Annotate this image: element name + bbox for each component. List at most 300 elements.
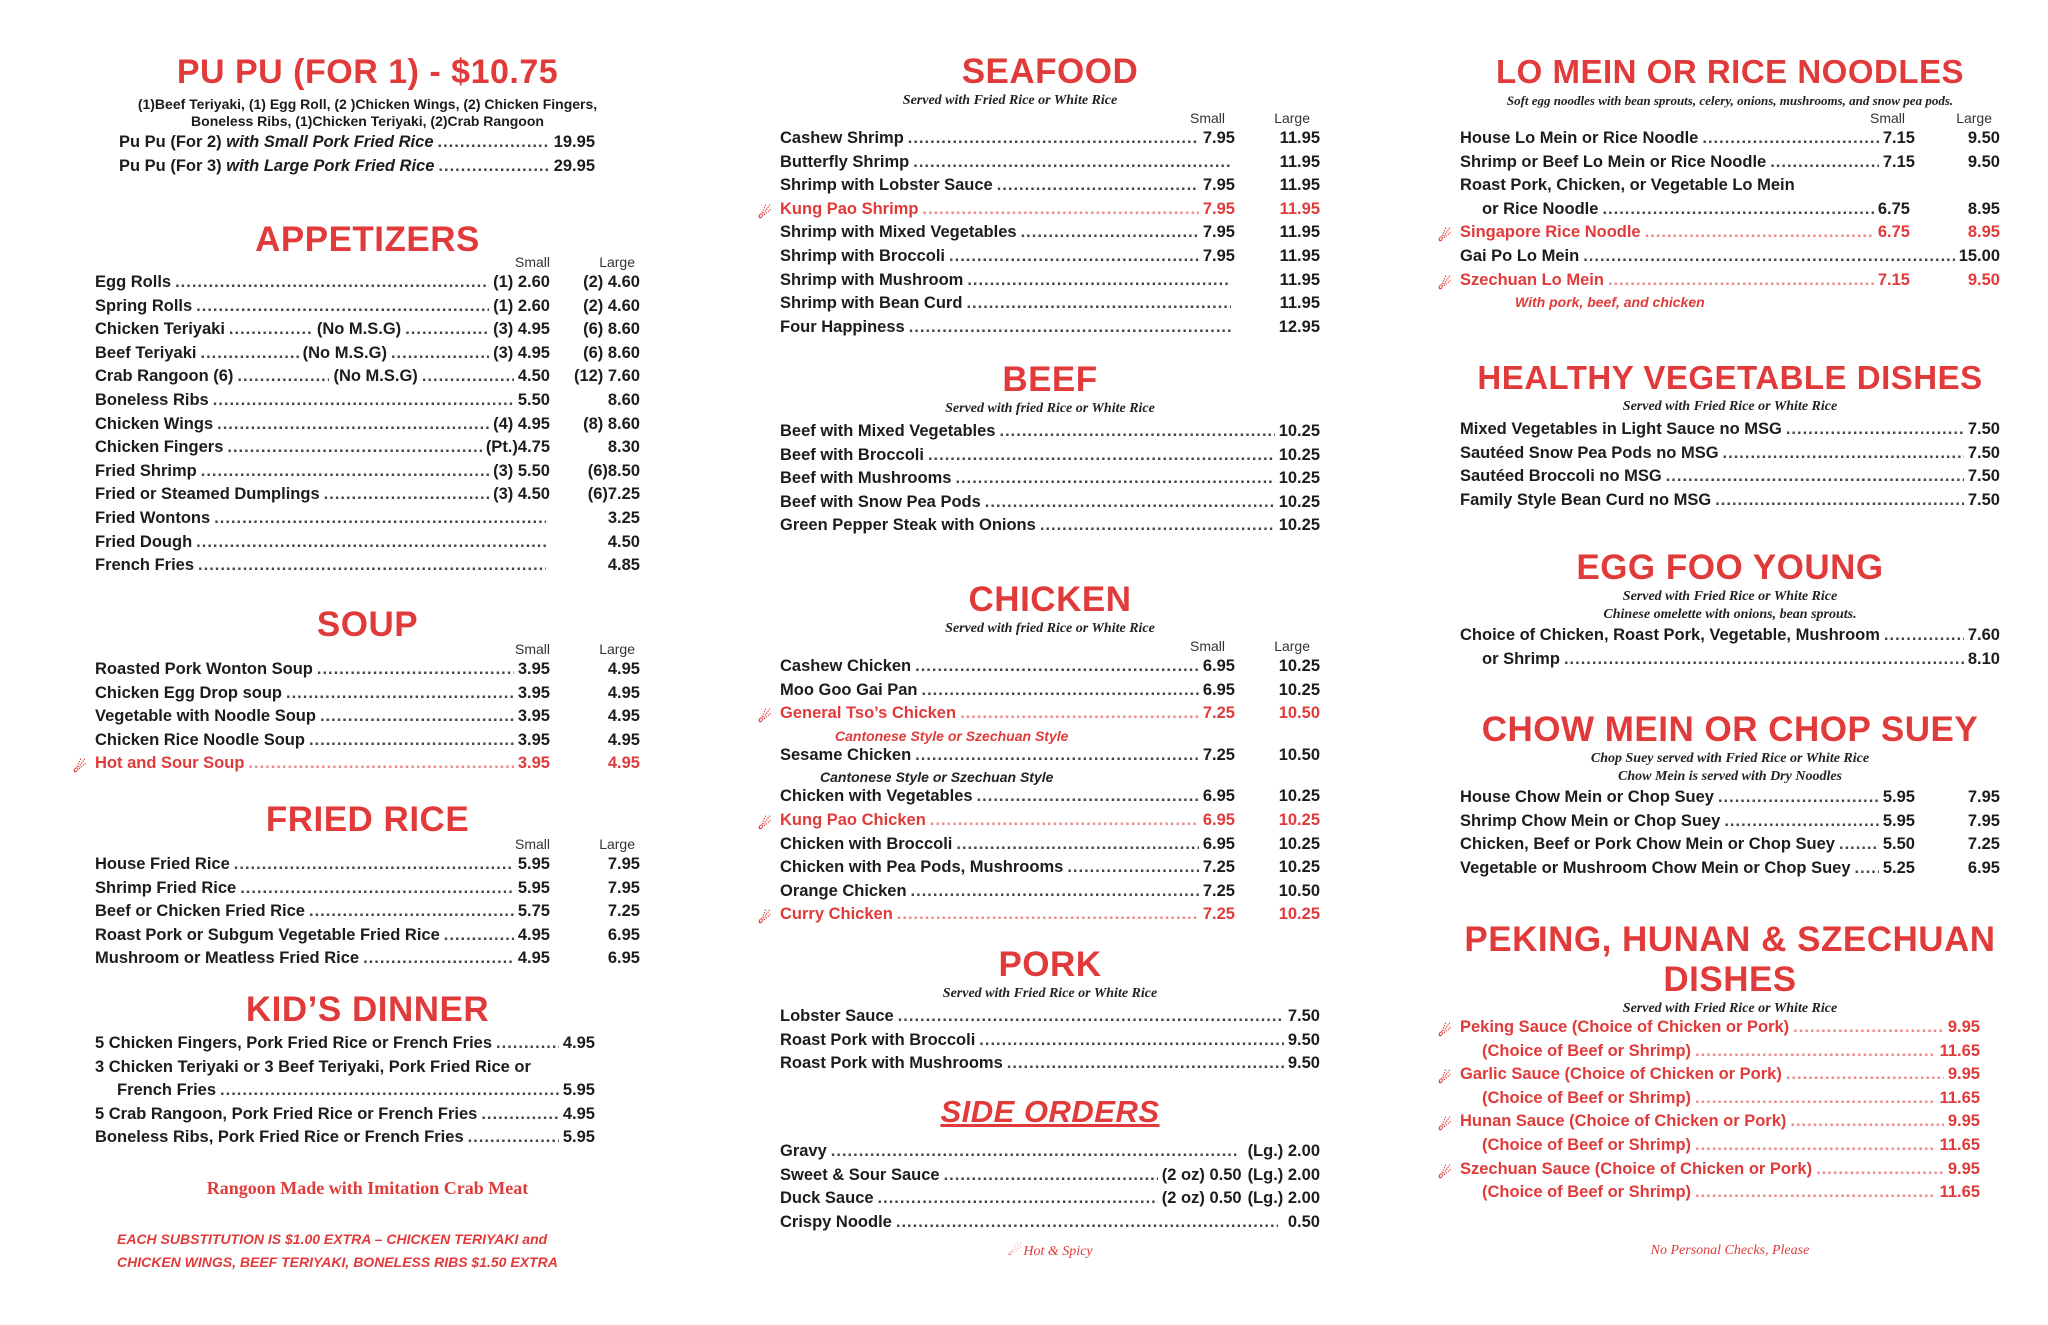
item-price: 10.25 [1278,445,1320,464]
section-subtitle-2: Chinese omelette with onions, bean sprouts. [1603,607,1857,622]
item-price-large: 11.95 [1279,246,1320,265]
item-price-large: (6) 8.60 [583,343,640,362]
kids-section [95,990,640,1152]
size-header: Small Large [514,254,635,270]
item-price-large: 7.95 [1967,811,2000,830]
fried-rice-section [95,800,640,973]
peking-section [1438,920,2000,1207]
menu-item [1460,420,2000,444]
item-price-large: (2) 4.60 [583,296,640,315]
item-name: Hot and Sour Soup [95,754,245,773]
item-price-small: (1) 2.60 [493,273,550,291]
menu-item [95,462,640,486]
menu-item [780,129,1320,153]
item-price: 11.65 [1939,1183,1980,1202]
pepper-icon: ☄ [1438,228,1452,246]
menu-item [1460,859,2000,883]
item-price-large: 11.95 [1279,152,1320,171]
lo-mein-section [1438,52,2000,312]
item-price: 7.50 [1967,443,2000,462]
fried-rice-list [95,855,640,973]
menu-item-hot [758,704,1320,728]
item-price-large: 11.95 [1279,223,1320,242]
menu-item [780,1007,1320,1031]
item-name: Shrimp Fried Rice [95,878,237,897]
menu-item [780,422,1320,446]
menu-item [780,294,1320,318]
item-name: General Tso’s Chicken [780,704,957,723]
section-subtitle: Served with Fried Rice or White Rice [942,986,1158,1001]
item-note: With pork, beef, and chicken [1515,294,1705,311]
menu-item [95,660,640,684]
size-header: Small Large [1189,638,1310,654]
item-price: 7.50 [1967,490,2000,509]
section-title: CHOW MEIN OR CHOP SUEY [1481,710,1979,749]
item-name: Peking Sauce (Choice of Chicken or Pork) [1460,1018,1790,1036]
item-name: Mixed Vegetables in Light Sauce no MSG [1460,420,1782,438]
item-name: Sweet & Sour Sauce [780,1165,940,1184]
section-title: APPETIZERS [255,220,480,259]
section-subtitle: Served with Fried Rice or White Rice [902,93,1118,108]
menu-item [95,344,640,368]
item-name: (Choice of Beef or Shrimp) [1482,1135,1692,1154]
item-name: Duck Sauce [780,1189,874,1208]
menu-item [95,485,640,509]
menu-item-hot [758,810,1320,835]
item-name: Butterfly Shrimp [780,152,910,171]
rangoon-note: Rangoon Made with Imitation Crab Meat [206,1178,529,1198]
menu-item [780,516,1320,540]
pepper-icon: ☄ [758,204,772,222]
item-price-large: 4.50 [607,532,640,551]
menu-item [95,297,640,321]
pepper-icon: ☄ [758,709,772,727]
item-name: Chicken with Broccoli [780,834,953,853]
item-price-small: 5.95 [517,855,550,873]
item-name: Vegetable with Noodle Soup [95,707,316,726]
menu-item [95,949,640,973]
menu-item [95,391,640,415]
soup-section [73,605,640,778]
menu-item [95,509,640,533]
item-price: 10.25 [1278,469,1320,488]
item-price-small: 7.15 [1882,152,1915,171]
item-price-large: 11.95 [1279,176,1320,195]
menu-item [780,446,1320,470]
item-price-small: 7.95 [1202,199,1235,218]
item-price-large: (8) 8.60 [583,414,640,433]
item-price-large: 6.95 [607,949,640,968]
item-price-small: (2 oz) 0.50 [1161,1165,1242,1184]
item-price: 9.50 [1287,1054,1320,1073]
item-name: Cashew Shrimp [780,129,904,147]
item-price-large: (12) 7.60 [573,367,640,386]
item-name: Spring Rolls [95,296,193,315]
item-name: Shrimp with Broccoli [780,246,946,265]
menu-item [1460,444,2000,468]
item-price-small: 7.95 [1202,129,1235,147]
item-price-small: (3) 4.95 [493,343,550,362]
item-name: Curry Chicken [780,905,893,924]
menu-item [95,879,640,903]
item-price: 11.65 [1939,1088,1980,1107]
item-price-small: 6.95 [1202,787,1235,806]
item-price-large: (6)8.50 [587,461,640,480]
menu-item-hot [1438,1112,1980,1136]
item-name: Lobster Sauce [780,1007,894,1025]
item-name: Beef with Mixed Vegetables [780,422,996,440]
item-price-small: 7.95 [1202,176,1235,195]
item-price-large: 12.95 [1278,317,1320,336]
menu-item-hot [758,199,1320,224]
item-name: Kung Pao Chicken [780,810,926,829]
item-name: Shrimp with Mixed Vegetables [780,223,1017,242]
menu-item [95,273,640,297]
item-name: Beef with Snow Pea Pods [780,492,981,511]
item-price-large: 10.50 [1278,704,1320,723]
item-name: Fried Wontons [95,508,211,527]
item-price-large: 10.25 [1278,657,1320,675]
menu-item: Boneless Ribs, Pork Fried Rice or French Fries ..... 5.95 [95,1128,595,1152]
item-price: 7.50 [1967,467,2000,486]
item-price-large: 6.95 [1967,858,2000,877]
item-price: 7.50 [1967,420,2000,438]
menu-item [1460,153,2000,177]
item-price-large: 4.95 [607,730,640,749]
menu-item [95,855,640,879]
item-name: Shrimp with Bean Curd [780,294,963,313]
section-title: LO MEIN OR RICE NOODLES [1495,53,1965,90]
item-price-small: (1) 2.60 [493,296,550,315]
menu-item-hot [1438,1018,1980,1042]
section-subtitle: Served with Fried Rice or White Rice [1622,589,1838,604]
item-name: Roasted Pork Wonton Soup [95,660,313,678]
item-price-large: 4.95 [607,707,640,726]
section-subtitle: Served with Fried Rice or White Rice [1622,399,1838,414]
item-name: Fried Dough [95,532,193,551]
item-price-small: (3) 4.50 [493,485,550,504]
seafood-list [758,129,1320,341]
item-price-large: 7.95 [1967,788,2000,806]
item-price-small: (2 oz) 0.50 [1161,1189,1242,1208]
pepper-icon: ☄ [1438,275,1452,293]
item-name: Green Pepper Steak with Onions [780,516,1036,535]
pepper-icon: ☄ [1438,1164,1452,1182]
menu-item: Pu Pu (For 3) with Large Pork Fried Rice ..... 29.95 [119,157,595,181]
item-name: (Choice of Beef or Shrimp) [1482,1088,1692,1107]
size-header: Small Large [514,641,635,657]
menu-item [95,367,640,391]
item-price-small: 3.95 [517,683,550,702]
item-name: Sesame Chicken [780,745,912,764]
menu-item [780,176,1320,200]
menu-item [1460,835,2000,859]
item-name: Sautéed Snow Pea Pods no MSG [1460,443,1719,462]
item-price-small: (Pt.)4.75 [485,438,550,457]
item-price-large: 8.30 [607,438,640,457]
item-name: Roast Pork or Subgum Vegetable Fried Rice [95,925,440,944]
pork-section [780,945,1320,1078]
item-name: House Chow Mein or Chop Suey [1460,788,1714,806]
item-price-large: (6) 8.60 [583,320,640,339]
item-price-large: 10.50 [1278,745,1320,764]
item-name: Garlic Sauce (Choice of Chicken or Pork) [1460,1065,1782,1084]
item-price-small: 3.95 [517,730,550,749]
item-price-small: 5.95 [1882,811,1915,830]
item-name: House Lo Mein or Rice Noodle [1460,129,1699,147]
item-price-small: (3) 5.50 [493,461,550,480]
menu-item [95,684,640,708]
item-name: French Fries [95,556,195,575]
pupu-items [95,130,640,180]
healthy-list [1460,420,2000,514]
menu-item [780,787,1320,811]
menu-item: 5 Crab Rangoon, Pork Fried Rice or French Fries ..... 4.95 [95,1105,595,1129]
item-price-large: (6)7.25 [587,485,640,504]
section-title: SIDE ORDERS [940,1094,1160,1129]
item-name: Roast Pork with Mushrooms [780,1054,1003,1073]
section-title: KID’S DINNER [245,990,490,1029]
item-price-small: 3.95 [517,660,550,678]
item-name: Beef Teriyaki [95,343,197,362]
menu-item-hot: ☄ Singapore Rice Noodle ..... 6.75 8.95 [1460,223,2000,247]
item-price: 9.95 [1947,1159,1980,1178]
menu-item: Pu Pu (For 2) with Small Pork Fried Rice ..... 19.95 [119,133,595,157]
item-price-small: 7.25 [1202,704,1235,723]
item-name: Vegetable or Mushroom Chow Mein or Chop Suey [1460,858,1851,877]
menu-item [780,1189,1320,1213]
item-name: Cashew Chicken [780,657,912,675]
item-price-large: 10.25 [1278,834,1320,853]
item-price-small: (4) 4.95 [493,414,550,433]
item-name: Chicken Fingers [95,438,224,457]
item-name: (Choice of Beef or Shrimp) [1482,1041,1692,1060]
item-name: Four Happiness [780,317,905,336]
item-price-small: 7.25 [1202,745,1235,764]
menu-item-line: 3 Chicken Teriyaki or 3 Beef Teriyaki, Pork Fried Rice or [95,1057,531,1076]
menu-item [95,438,640,462]
menu-item [1460,812,2000,836]
beef-section [780,360,1320,540]
item-name: Chicken Egg Drop soup [95,683,283,702]
menu-item: Choice of Chicken, Roast Pork, Vegetable, Mushroom ..... 7.60 [1460,626,2000,650]
substitution-note: EACH SUBSTITUTION IS $1.00 EXTRA – CHICKEN TERIYAKI and CHICKEN WINGS, BEEF TERIYAKI, BONELESS RIBS $1.50 EXTRA [117,1231,558,1270]
chow-mein-section [1460,710,2000,882]
item-price-large: 7.25 [1967,835,2000,854]
item-price-large: (2) 4.60 [583,273,640,291]
menu-item [780,247,1320,271]
size-header: Small Large [1189,110,1310,126]
menu-item [1460,491,2000,515]
section-title: FRIED RICE [265,800,470,839]
healthy-section [1460,358,2000,514]
item-name: Boneless Ribs [95,390,209,409]
item-price-small: 5.50 [517,390,550,409]
item-name: Hunan Sauce (Choice of Chicken or Pork) [1460,1112,1787,1131]
appetizer-list [95,273,640,580]
menu-item-hot [73,754,640,778]
menu-item [780,746,1320,770]
item-price-large: (Lg.) 2.00 [1247,1142,1320,1160]
item-name: Chicken Teriyaki [95,320,225,339]
item-price-small: 6.95 [1202,680,1235,699]
beef-list [780,422,1320,540]
item-price-small: 4.50 [517,367,550,386]
section-subtitle: Served with Fried Rice or White Rice [1622,1001,1838,1016]
item-price-small: 7.15 [1882,129,1915,147]
item-price-large: 11.95 [1279,294,1320,313]
item-price: 10.25 [1278,516,1320,535]
menu-item-hot [1438,1159,1980,1184]
item-name: Shrimp with Mushroom [780,270,964,289]
menu-item [95,415,640,439]
item-note: Cantonese Style or Szechuan Style [835,727,1069,744]
menu-item [780,1054,1320,1078]
item-name: Fried Shrimp [95,461,197,480]
menu-item [95,707,640,731]
item-price-large: 10.25 [1278,787,1320,806]
item-price-large: 10.25 [1278,858,1320,877]
menu-item: 5 Chicken Fingers, Pork Fried Rice or French Fries ..... 4.95 [95,1034,595,1058]
section-title: PEKING, HUNAN & SZECHUAN DISHES [1464,920,1996,999]
item-price: 9.95 [1947,1112,1980,1131]
no-checks-note: No Personal Checks, Please [1650,1243,1810,1258]
menu-item [780,493,1320,517]
item-price-small: 6.95 [1202,657,1235,675]
pupu-description: (1)Beef Teriyaki, (1) Egg Roll, (2 )Chicken Wings, (2) Chicken Fingers, Boneless Ribs, (1)Chicken Teriyaki, (2)Crab Rangoon [137,96,598,129]
item-price-large: 6.95 [607,925,640,944]
item-price-large: 11.95 [1279,199,1320,218]
menu-item [780,1166,1320,1190]
item-name: Egg Rolls [95,273,172,291]
item-price-large: 4.95 [607,660,640,678]
menu-item [1460,1136,1980,1160]
soup-list [73,660,640,778]
item-price-large: 9.50 [1967,129,2000,147]
section-title: BEEF [1002,360,1098,399]
item-price-large: 4.85 [607,556,640,575]
item-name: Chicken Rice Noodle Soup [95,730,305,749]
item-price-large: 3.25 [607,508,640,527]
item-name: Chicken with Vegetables [780,787,973,806]
menu-item [780,153,1320,177]
item-name: (Choice of Beef or Shrimp) [1482,1183,1692,1202]
menu-item [95,320,640,344]
item-price-small: 6.95 [1202,810,1235,829]
side-orders-list [780,1142,1320,1236]
menu-item [780,1031,1320,1055]
size-header: Small Large [514,836,635,852]
menu-item [780,882,1320,906]
menu-item [780,657,1320,681]
egg-foo-young-section [1460,548,2000,673]
item-price-large: 4.95 [607,754,640,773]
menu-item [780,318,1320,342]
menu-item [780,271,1320,295]
side-orders-section [780,1092,1320,1236]
item-name: Fried or Steamed Dumplings [95,485,320,504]
pepper-icon: ☄ [73,759,87,777]
section-subtitle: Soft egg noodles with bean sprouts, celery, onions, mushrooms, and snow pea pods. [1506,93,1954,108]
menu-item [95,731,640,755]
item-price-large: 9.50 [1967,152,2000,171]
seafood-section [758,52,1320,341]
menu-item [1460,1042,1980,1066]
menu-item [1460,788,2000,812]
item-name: Shrimp Chow Mein or Chop Suey [1460,811,1721,830]
item-price-small: 6.95 [1202,834,1235,853]
section-title: PU PU (FOR 1) - $10.75 [176,53,559,91]
menu-item-line: Roast Pork, Chicken, or Vegetable Lo Mein [1460,176,1795,195]
menu-item [780,223,1320,247]
item-note: (No M.S.G) [333,367,418,386]
section-title: PORK [998,945,1102,984]
item-price-small: 3.95 [517,707,550,726]
menu-item [1460,467,2000,491]
menu-item [95,533,640,557]
item-price-small: 3.95 [517,754,550,773]
appetizers-section [95,220,640,580]
menu-item [780,681,1320,705]
menu-item-hot: ☄ Szechuan Lo Mein ..... 7.15 9.50 [1460,271,2000,295]
pepper-icon: ☄ [1438,1117,1452,1135]
menu-item [95,556,640,580]
pepper-icon: ☄ [758,910,772,928]
item-note: Cantonese Style or Szechuan Style [820,769,1054,786]
item-name: Crispy Noodle [780,1212,892,1231]
section-subtitle: Served with fried Rice or White Rice [945,401,1155,416]
section-subtitle: Chop Suey served with Fried Rice or White Rice [1590,751,1870,766]
item-price-large: (Lg.) 2.00 [1247,1165,1320,1184]
item-name: Moo Goo Gai Pan [780,680,918,699]
item-price: 10.25 [1278,492,1320,511]
item-name: Orange Chicken [780,881,907,900]
item-price-small: 7.25 [1202,905,1235,924]
menu-item [1460,1089,1980,1113]
item-price-large: 7.25 [607,902,640,921]
item-price: 7.50 [1287,1007,1320,1025]
chow-mein-list [1460,788,2000,882]
section-title: CHICKEN [968,580,1132,619]
pepper-icon: ☄ [1007,1244,1020,1259]
item-price-large: 8.60 [607,390,640,409]
item-name: Kung Pao Shrimp [780,199,919,218]
section-subtitle: Served with fried Rice or White Rice [945,621,1155,636]
lo-mein-list [1460,129,2000,176]
item-name: Family Style Bean Curd no MSG [1460,490,1712,509]
menu-item: French Fries ..... 5.95 [95,1081,595,1105]
section-title: SEAFOOD [961,52,1139,91]
item-price: 11.65 [1939,1135,1980,1154]
item-price-large: 11.95 [1279,129,1320,147]
item-price-small: 5.25 [1882,858,1915,877]
section-title: SOUP [316,605,419,644]
item-name: Chicken with Pea Pods, Mushrooms [780,858,1064,877]
item-name: Shrimp or Beef Lo Mein or Rice Noodle [1460,152,1767,171]
item-name: Chicken, Beef or Pork Chow Mein or Chop Suey [1460,835,1835,854]
item-name: Shrimp with Lobster Sauce [780,176,993,195]
menu-item [1460,129,2000,153]
menu-item [780,469,1320,493]
section-title: HEALTHY VEGETABLE DISHES [1477,359,1983,396]
item-name: Roast Pork with Broccoli [780,1030,976,1049]
item-name: Crab Rangoon (6) [95,367,234,386]
size-header: Small Large [1869,110,1992,126]
menu-item [780,858,1320,882]
item-price: 9.95 [1947,1018,1980,1036]
item-price-large: 7.95 [607,878,640,897]
item-price-large: 11.95 [1279,270,1320,289]
